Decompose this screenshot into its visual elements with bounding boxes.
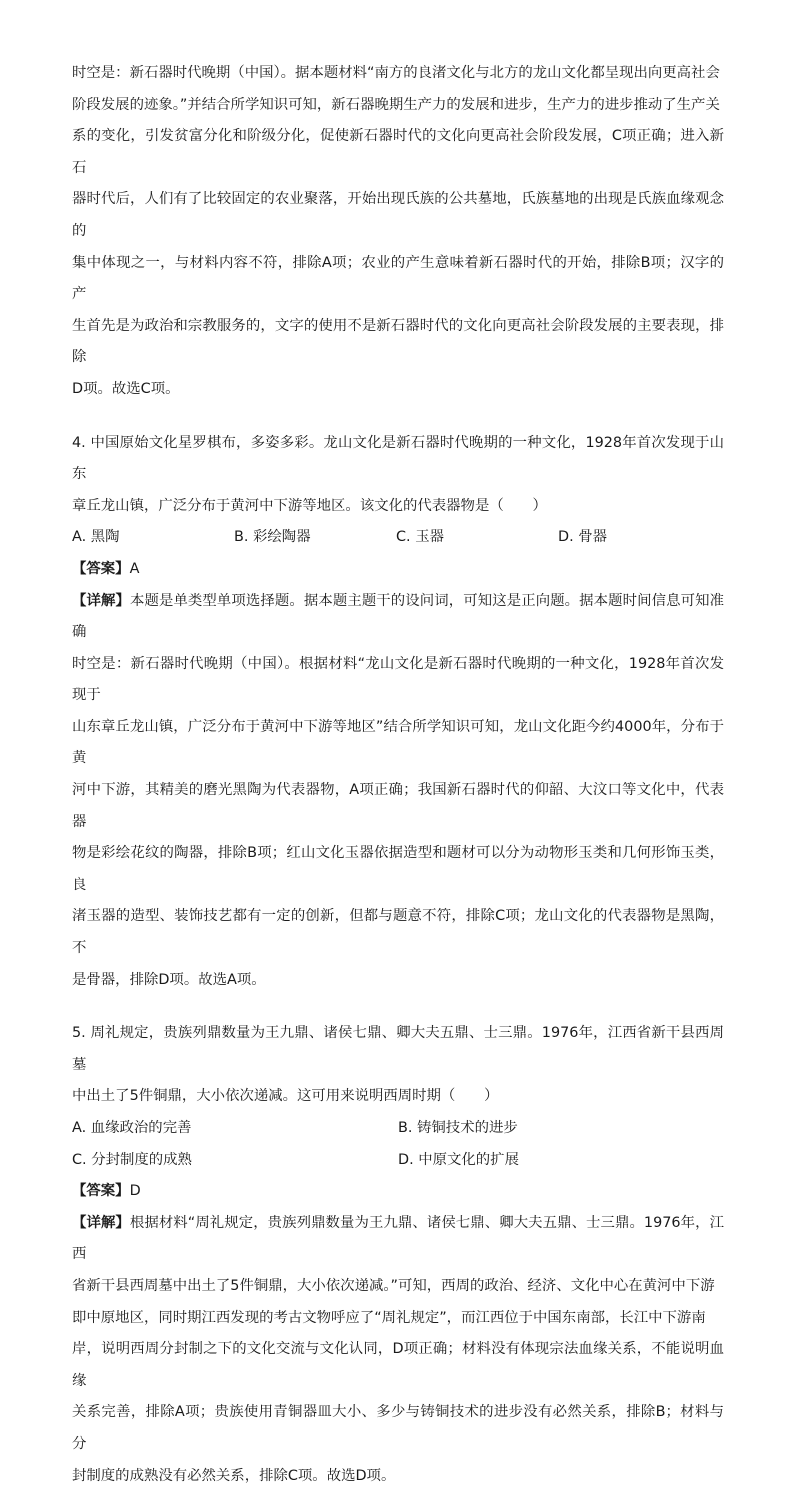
text-line: 系的变化，引发贫富分化和阶级分化，促使新石器时代的文化向更高社会阶段发展，C项正确；进入新石: [72, 128, 724, 176]
option-c: C. 分封制度的成熟: [72, 1151, 192, 1168]
detail-tag: 【详解】: [72, 592, 130, 609]
detail-tag: 【详解】: [72, 1214, 130, 1231]
question-stem-line: 中出土了5件铜鼎，大小依次递减。这可用来说明西周时期（ ）: [72, 1088, 499, 1105]
question-stem-line: 5. 周礼规定，贵族列鼎数量为王九鼎、诸侯七鼎、卿大夫五鼎、士三鼎。1976年，江西省新干县西周墓: [72, 1025, 724, 1073]
option-b: B. 铸铜技术的进步: [398, 1120, 518, 1136]
answer-value: A: [129, 560, 140, 577]
text-line: 阶段发展的迹象。”并结合所学知识可知，新石器晚期生产力的发展和进步，生产力的进步推动了生产关: [72, 96, 720, 113]
text-line: D项。故选C项。: [72, 380, 180, 397]
text-line: 时空是：新石器时代晚期（中国）。据本题材料“南方的良渚文化与北方的龙山文化都呈现出向更高社会: [72, 65, 720, 81]
option-c: C. 玉器: [396, 529, 444, 546]
detail-line: 渚玉器的造型、装饰技艺都有一定的创新，但都与题意不符，排除C项；龙山文化的代表器物是黑陶，不: [72, 908, 724, 957]
q3-explanation-continued: [72, 58, 724, 406]
detail-line: 省新干县西周墓中出土了5件铜鼎，大小依次递减。”可知，西周的政治、经济、文化中心在黄河中下游: [72, 1277, 715, 1294]
detail-line: 时空是：新石器时代晚期（中国）。根据材料“龙山文化是新石器时代晚期的一种文化，1928年首次发现于: [72, 655, 724, 704]
option-a: A. 血缘政治的完善: [72, 1120, 192, 1136]
option-d: D. 中原文化的扩展: [398, 1151, 519, 1168]
detail-line: 即中原地区，同时期江西发现的考古文物呼应了“周礼规定”，而江西位于中国东南部，长江中下游南: [72, 1309, 706, 1326]
option-b: B. 彩绘陶器: [234, 529, 311, 546]
text-line: 生首先是为政治和宗教服务的，文字的使用不是新石器时代的文化向更高社会阶段发展的主要表现，排除: [72, 317, 724, 366]
answer-tag: 【答案】: [72, 1183, 130, 1200]
detail-text: 根据材料“周礼规定，贵族列鼎数量为王九鼎、诸侯七鼎、卿大夫五鼎、士三鼎。1976年，江西: [72, 1214, 724, 1263]
detail-line: 物是彩绘花纹的陶器，排除B项；红山文化玉器依据造型和题材可以分为动物形玉类和几何形饰玉类，良: [72, 845, 724, 893]
detail-line: [72, 1208, 724, 1271]
text-line: 器时代后，人们有了比较固定的农业聚落，开始出现氏族的公共墓地，氏族墓地的出现是氏族血缘观念的: [72, 191, 724, 239]
detail-line: 是骨器，排除D项。故选A项。: [72, 971, 266, 988]
detail-line: 关系完善，排除A项；贵族使用青铜器皿大小、多少与铸铜技术的进步没有必然关系，排除B；材料与分: [72, 1404, 724, 1452]
question-stem-line: 章丘龙山镇，广泛分布于黄河中下游等地区。该文化的代表器物是（ ）: [72, 497, 547, 514]
options-row: [72, 522, 724, 554]
detail-line: [72, 586, 724, 649]
text-line: 集中体现之一，与材料内容不符，排除A项；农业的产生意味着新石器时代的开始，排除B项；汉字的产: [72, 254, 724, 303]
detail-text: 本题是单类型单项选择题。据本题主题干的设问词，可知这是正向题。据本题时间信息可知准确: [72, 592, 724, 641]
option-d: D. 骨器: [558, 529, 608, 546]
detail-line: 河中下游，其精美的磨光黑陶为代表器物，A项正确；我国新石器时代的仰韶、大汶口等文化中，代表器: [72, 782, 724, 830]
answer-line: [72, 554, 724, 586]
options-row: [72, 1113, 724, 1145]
answer-line: [72, 1176, 724, 1208]
answer-tag: 【答案】: [72, 560, 130, 577]
question-4: [72, 428, 724, 997]
question-stem-line: 4. 中国原始文化星罗棋布，多姿多彩。龙山文化是新石器时代晚期的一种文化，1928年首次发现于山东: [72, 434, 724, 483]
answer-value: D: [129, 1183, 141, 1200]
question-5: [72, 1018, 724, 1492]
document-page: [72, 58, 724, 1492]
detail-line: 岸，说明西周分封制之下的文化交流与文化认同，D项正确；材料没有体现宗法血缘关系，不能说明血缘: [72, 1341, 724, 1389]
options-row: [72, 1145, 724, 1177]
option-a: A. 黑陶: [72, 529, 120, 546]
detail-line: 山东章丘龙山镇，广泛分布于黄河中下游等地区”结合所学知识可知，龙山文化距今约4000年，分布于黄: [72, 718, 724, 767]
detail-line: 封制度的成熟没有必然关系，排除C项。故选D项。: [72, 1467, 396, 1484]
